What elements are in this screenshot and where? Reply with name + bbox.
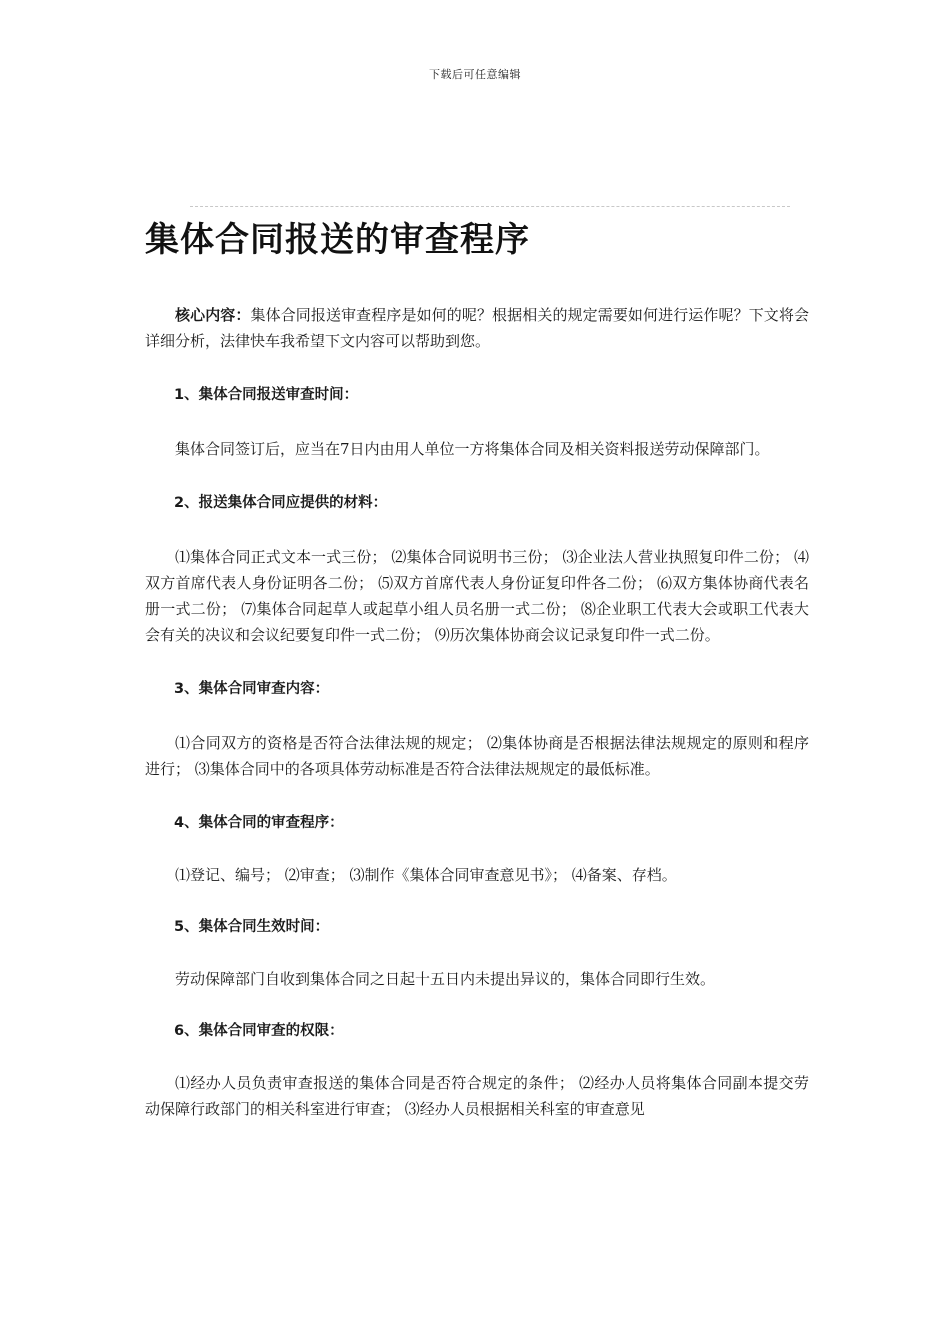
section-6-body: ⑴经办人员负责审查报送的集体合同是否符合规定的条件； ⑵经办人员将集体合同副本提交劳动保障行政部门的相关科室进行审查； ⑶经办人员根据相关科室的审查意见 (145, 1074, 809, 1118)
intro-text: 集体合同报送审查程序是如何的呢？根据相关的规定需要如何进行运作呢？下文将会详细分析，法律快车我希望下文内容可以帮助到您。 (145, 306, 809, 350)
section-5-heading: 5、集体合同生效时间： (174, 919, 330, 935)
intro-paragraph (145, 302, 809, 354)
dashed-divider (190, 206, 790, 207)
section-5-body: 劳动保障部门自收到集体合同之日起十五日内未提出异议的，集体合同即行生效。 (175, 970, 716, 988)
header-note: 下载后可任意编辑 (429, 68, 521, 81)
page-title: 集体合同报送的审查程序 (145, 220, 530, 260)
section-1-heading: 1、集体合同报送审查时间： (174, 387, 359, 403)
section-1-body: 集体合同签订后，应当在7日内由用人单位一方将集体合同及相关资料报送劳动保障部门。 (175, 440, 770, 458)
section-2-heading: 2、报送集体合同应提供的材料： (174, 495, 388, 511)
section-3-body: ⑴合同双方的资格是否符合法律法规的规定； ⑵集体协商是否根据法律法规规定的原则和程序进行； ⑶集体合同中的各项具体劳动标准是否符合法律法规规定的最低标准。 (145, 734, 809, 778)
section-4-heading: 4、集体合同的审查程序： (174, 815, 344, 831)
section-2-body: ⑴集体合同正式文本一式三份； ⑵集体合同说明书三份； ⑶企业法人营业执照复印件二份； ⑷双方首席代表人身份证明各二份； ⑸双方首席代表人身份证复印件各二份； ⑹双方集体协商代表名册一式二份； ⑺集体合同起草人或起草小组人员名册一式二份； ⑻企业职工代表大会或职工代表大会有关的决议和会议纪要复印件一式二份； ⑼历次集体协商会议记录复印件一式二份。 (145, 548, 809, 644)
section-4-body: ⑴登记、编号； ⑵审查； ⑶制作《集体合同审查意见书》； ⑷备案、存档。 (175, 866, 677, 884)
section-6-heading: 6、集体合同审查的权限： (174, 1023, 344, 1039)
document-body (145, 218, 809, 1122)
section-3-heading: 3、集体合同审查内容： (174, 681, 330, 697)
intro-lead: 核心内容： (175, 306, 251, 324)
